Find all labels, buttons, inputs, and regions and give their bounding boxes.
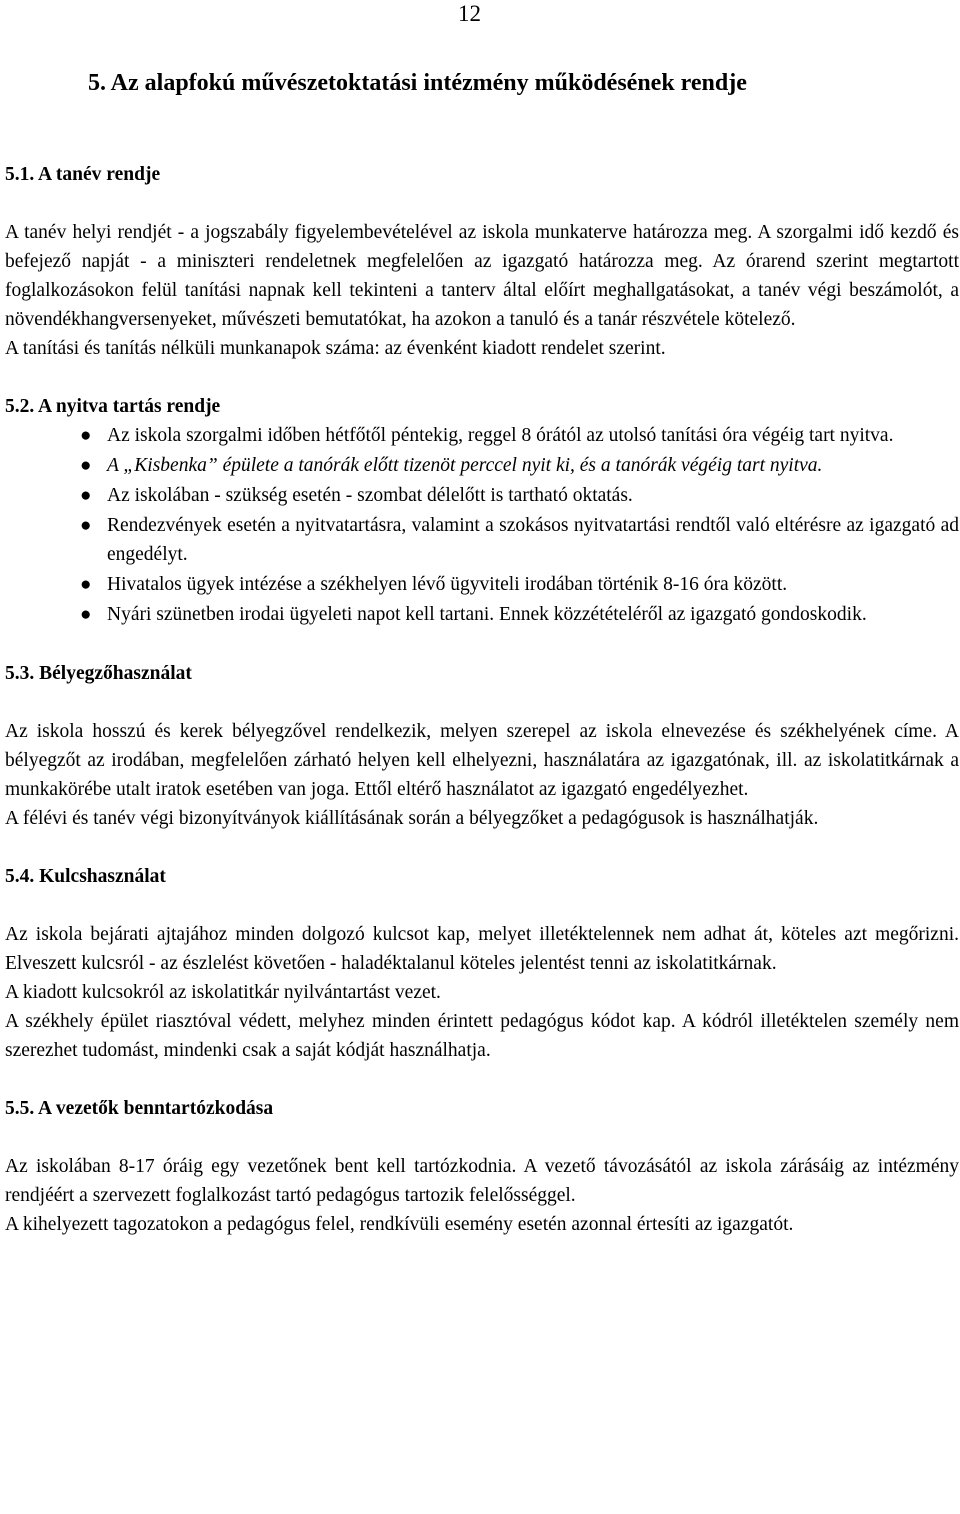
page-number: 12: [458, 1, 481, 26]
bullet-icon: ●: [80, 515, 92, 536]
paragraph: Az iskola hosszú és kerek bélyegzővel rendelkezik, melyen szerepel az iskola elnevezése és székhelyének címe. A bélyegzőt az irodában, megfelelően zárható helyen kell elhelyezni, használatára az igazgatónak, ill. az iskolatitkárnak a munkakörébe utalt iratok esetében van joga. Ettől eltérő használatot az igazgató engedélyezhet.: [5, 721, 959, 800]
list-item: ● Az iskolában - szükség esetén - szombat délelőtt is tartható oktatás.: [5, 481, 959, 510]
list-item: ● Nyári szünetben irodai ügyeleti napot kell tartani. Ennek közzétételéről az igazgató gondoskodik.: [5, 600, 959, 629]
list-item: ● Rendezvények esetén a nyitvatartásra, valamint a szokásos nyitvatartási rendtől való eltérésre az igazgató ad engedélyt.: [5, 511, 959, 569]
document-body: [5, 64, 959, 1239]
list-item: ● Hivatalos ügyek intézése a székhelyen lévő ügyviteli irodában történik 8-16 óra között.: [5, 570, 959, 599]
list-item: ● Az iskola szorgalmi időben hétfőtől péntekig, reggel 8 órától az utolsó tanítási óra végéig tart nyitva.: [5, 421, 959, 450]
opening-hours-list: [5, 421, 959, 629]
section-heading-5-5: 5.5. A vezetők benntartózkodása: [5, 1098, 274, 1119]
chapter-title: 5. Az alapfokú művészetoktatási intézmény működésének rendje: [88, 70, 747, 96]
paragraph: A félévi és tanév végi bizonyítványok kiállításának során a bélyegzőket a pedagógusok is használhatják.: [5, 808, 819, 829]
bullet-icon: ●: [80, 425, 92, 446]
paragraph: A tanítási és tanítás nélküli munkanapok száma: az évenként kiadott rendelet szerint.: [5, 338, 666, 359]
paragraph: A székhely épület riasztóval védett, melyhez minden érintett pedagógus kódot kap. A kódról illetéktelen személy nem szerezhet tudomást, mindenki csak a saját kódját használhatja.: [5, 1011, 959, 1061]
section-heading-5-3: 5.3. Bélyegzőhasználat: [5, 663, 192, 684]
paragraph: A kihelyezett tagozatokon a pedagógus felel, rendkívüli esemény esetén azonnal értesíti az igazgatót.: [5, 1214, 794, 1235]
paragraph: A kiadott kulcsokról az iskolatitkár nyilvántartást vezet.: [5, 982, 441, 1003]
section-heading-5-1: 5.1. A tanév rendje: [5, 164, 161, 185]
list-item: ● A „Kisbenka” épülete a tanórák előtt tizenöt perccel nyit ki, és a tanórák végéig tart nyitva.: [5, 451, 959, 480]
bullet-icon: ●: [80, 574, 92, 595]
bullet-icon: ●: [80, 455, 92, 476]
bullet-icon: ●: [80, 485, 92, 506]
bullet-icon: ●: [80, 604, 92, 625]
section-heading-5-2: 5.2. A nyitva tartás rendje: [5, 396, 221, 417]
paragraph: Az iskola bejárati ajtajához minden dolgozó kulcsot kap, melyet illetéktelennek nem adhat át, köteles azt megőrizni. Elveszett kulcsról - az észlelést követően - haladéktalanul köteles jelentést tenni az iskolatitkárnak.: [5, 924, 959, 974]
paragraph: A tanév helyi rendjét - a jogszabály figyelembevételével az iskola munkaterve határozza meg. A szorgalmi idő kezdő és befejező napját - a miniszteri rendeletnek megfelelően az igazgató határozza meg. Az órarend szerint megtartott foglalkozásokon felül tanítási napnak kell tekinteni a tanterv által előírt meghallgatásokat, a tanév végi beszámolót, a növendékhangversenyeket, művészeti bemutatókat, ha azokon a tanuló és a tanár részvétele kötelező.: [5, 222, 959, 330]
paragraph: Az iskolában 8-17 óráig egy vezetőnek bent kell tartózkodnia. A vezető távozásától az iskola zárásáig az intézmény rendjéért a szervezett foglalkozást tartó pedagógus tartozik felelősséggel.: [5, 1156, 959, 1206]
section-heading-5-4: 5.4. Kulcshasználat: [5, 866, 166, 887]
